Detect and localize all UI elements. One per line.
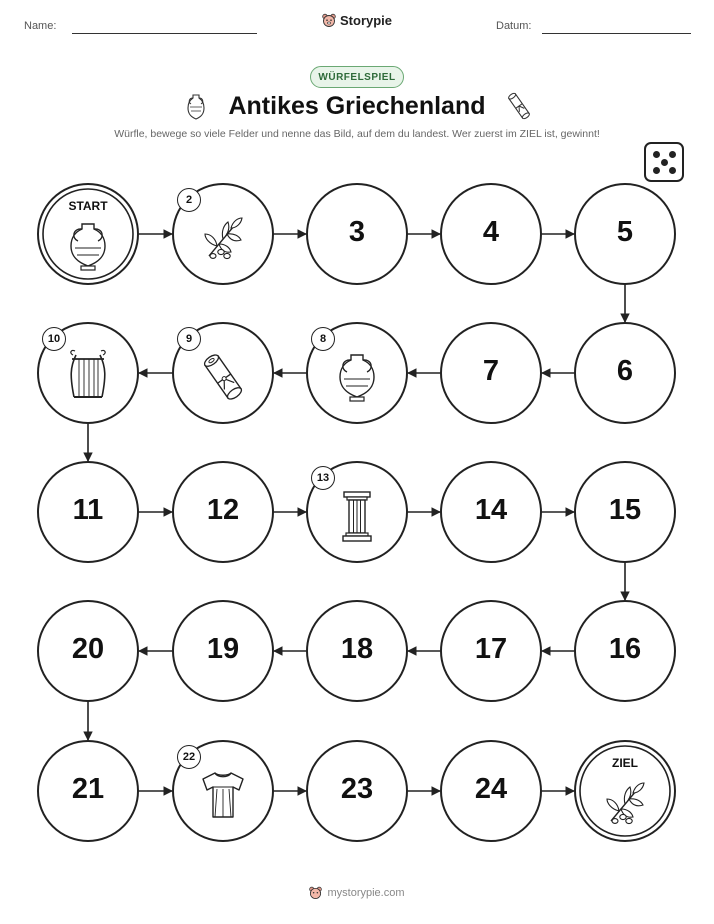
square-number-badge: 2 <box>177 188 201 212</box>
square-number: 24 <box>474 773 508 805</box>
square-number: 19 <box>206 633 240 665</box>
square-number: 11 <box>72 494 104 526</box>
square-number-badge: 9 <box>177 327 201 351</box>
square-number: 18 <box>340 633 374 665</box>
square-number: 6 <box>616 355 634 387</box>
square-number: 5 <box>616 216 634 248</box>
bear-logo-icon <box>309 886 322 900</box>
square-number-badge: 22 <box>177 745 201 769</box>
footer-url: mystorypie.com <box>327 887 405 899</box>
square-number: 15 <box>608 494 642 526</box>
square-number: 20 <box>71 633 105 665</box>
square-number: 3 <box>348 216 366 248</box>
square-number: 21 <box>71 773 105 805</box>
square-number: 4 <box>482 216 500 248</box>
page-title: Antikes Griechenland <box>228 92 486 120</box>
brand-name: Storypie <box>340 13 393 28</box>
square-number-badge: 10 <box>42 327 66 351</box>
square-number: 17 <box>474 633 508 665</box>
instructions: Würfle, bewege so viele Felder und nenne das Bild, auf dem du landest. Wer zuerst im ZIEL ist, gewinnt! <box>114 128 600 140</box>
square-number: 12 <box>206 494 240 526</box>
square-number: 16 <box>608 633 642 665</box>
square-number-badge: 13 <box>311 466 335 490</box>
square-number-badge: 8 <box>311 327 335 351</box>
square-number: 7 <box>482 355 500 387</box>
name-label: Name: <box>24 20 57 32</box>
game-type-badge: WÜRFELSPIEL <box>310 66 404 88</box>
square-number: 14 <box>474 494 508 526</box>
footer <box>0 886 714 900</box>
goal-label: ZIEL <box>612 756 638 770</box>
square-number: 23 <box>340 773 374 805</box>
date-label: Datum: <box>496 20 532 32</box>
start-label: START <box>68 199 108 213</box>
board-squares <box>38 184 675 841</box>
